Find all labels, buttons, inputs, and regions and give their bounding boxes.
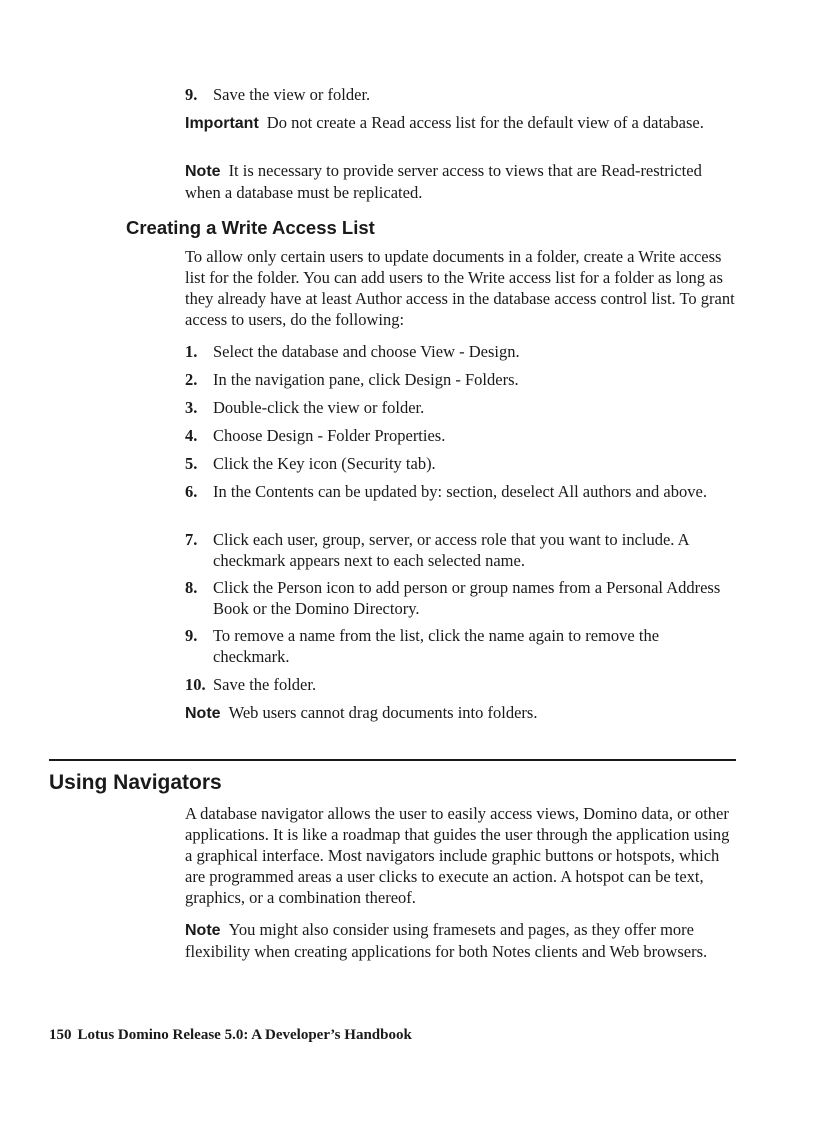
- step-text: In the navigation pane, click Design - Folders.: [213, 370, 519, 389]
- note-text: You might also consider using framesets and pages, as they offer more flexibility when creating applications for both Notes clients and Web browsers.: [185, 920, 708, 961]
- step-text: Click the Person icon to add person or group names from a Personal Address Book or the Domino Directory.: [213, 578, 721, 618]
- write-step-1: [185, 341, 735, 362]
- note-text: Web users cannot drag documents into folders.: [228, 703, 538, 722]
- step-number: 4.: [185, 426, 198, 445]
- note-text: It is necessary to provide server access to views that are Read-restricted when a database must be replicated.: [185, 161, 702, 202]
- write-step-4: [185, 425, 735, 446]
- write-access-intro: To allow only certain users to update documents in a folder, create a Write access list for the folder. You can add users to the Write access list for a folder as long as they already have at least Author access in the database access control list. To grant access to users, do the following:: [185, 247, 735, 329]
- step-number: 5.: [185, 454, 198, 473]
- write-step-8: [185, 577, 735, 619]
- step-text: Click each user, group, server, or access role that you want to include. A checkmark appears next to each selected name.: [213, 530, 689, 570]
- step-number: 6.: [185, 482, 198, 501]
- write-step-10: [185, 674, 735, 695]
- page-footer: [49, 1026, 412, 1044]
- step-text: In the Contents can be updated by: section, deselect All authors and above.: [213, 482, 707, 501]
- step-number: 1.: [185, 342, 198, 361]
- write-step-6: [185, 481, 735, 502]
- important-label: Important: [185, 115, 259, 132]
- page-number: 150: [49, 1027, 72, 1043]
- step-number: 2.: [185, 370, 198, 389]
- step-text: Double-click the view or folder.: [213, 398, 425, 417]
- note-paragraph-top: [185, 160, 735, 203]
- step-text: Save the view or folder.: [213, 85, 371, 104]
- step-text: To remove a name from the list, click the name again to remove the checkmark.: [213, 626, 660, 666]
- step-number: 10.: [185, 675, 206, 694]
- write-step-2: [185, 369, 735, 390]
- step-number: 9.: [185, 626, 198, 645]
- step-text: Click the Key icon (Security tab).: [213, 454, 436, 473]
- write-step-9: [185, 625, 735, 667]
- note-paragraph-write: [185, 702, 735, 724]
- navigators-intro: A database navigator allows the user to easily access views, Domino data, or other applications. It is like a roadmap that guides the user through the application using a graphical interface. Most navigators include graphic buttons or hotspots, which are programmed areas a user clicks to execute an action. A hotspot can be text, graphics, or a combination thereof.: [185, 804, 730, 907]
- write-step-3: [185, 397, 735, 418]
- step-text: Choose Design - Folder Properties.: [213, 426, 446, 445]
- note-paragraph-navigators: [185, 919, 735, 962]
- step-text: Select the database and choose View - Design.: [213, 342, 520, 361]
- write-access-heading: Creating a Write Access List: [126, 217, 375, 238]
- note-label: Note: [185, 922, 221, 939]
- write-step-5: [185, 453, 735, 474]
- note-label: Note: [185, 705, 221, 722]
- step-number: 3.: [185, 398, 198, 417]
- note-label: Note: [185, 163, 221, 180]
- write-step-7: [185, 529, 735, 571]
- important-paragraph: [185, 112, 735, 134]
- section-divider: [49, 759, 736, 761]
- top-step-9: [185, 84, 735, 105]
- important-text: Do not create a Read access list for the default view of a database.: [266, 113, 704, 132]
- using-navigators-heading: Using Navigators: [49, 771, 222, 794]
- step-text: Save the folder.: [213, 675, 317, 694]
- step-number: 8.: [185, 578, 198, 597]
- step-number: 9.: [185, 85, 198, 104]
- step-number: 7.: [185, 530, 198, 549]
- book-title: Lotus Domino Release 5.0: A Developer’s Handbook: [77, 1027, 412, 1043]
